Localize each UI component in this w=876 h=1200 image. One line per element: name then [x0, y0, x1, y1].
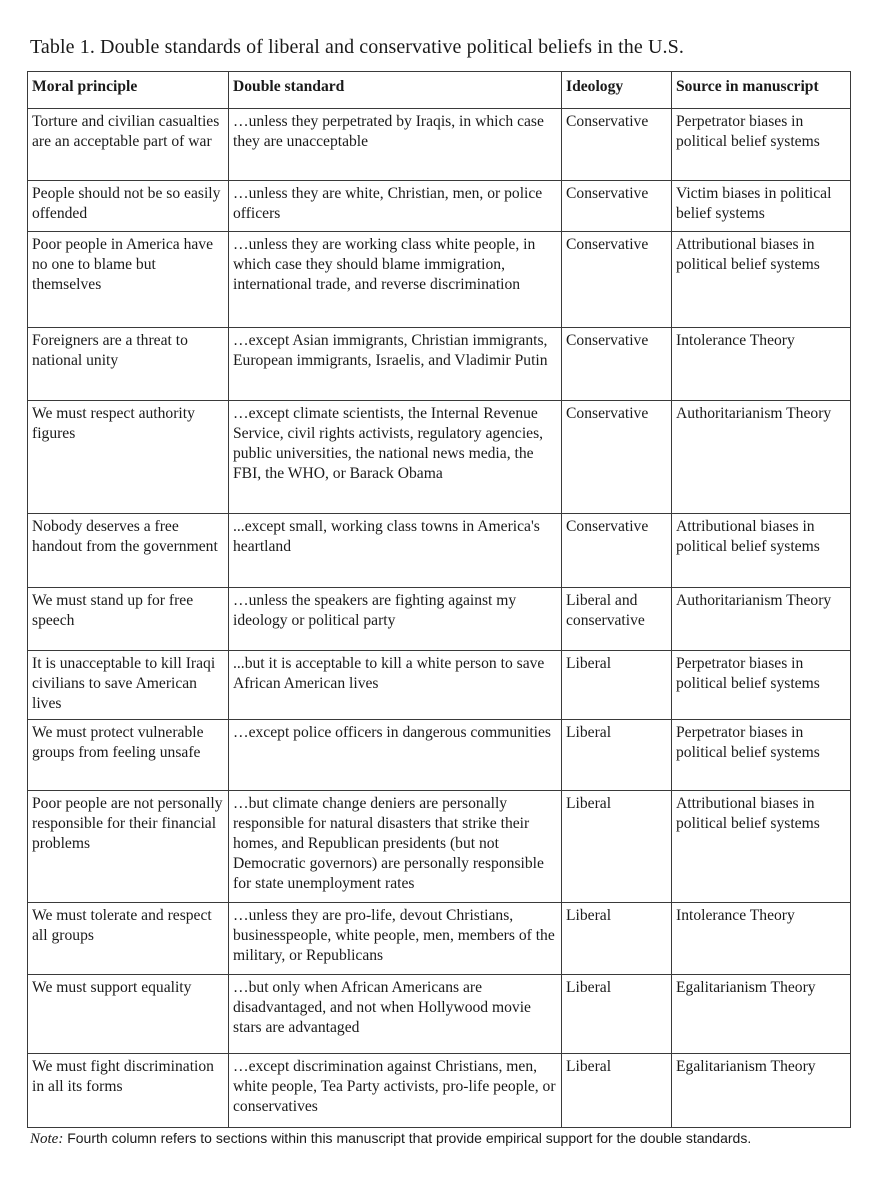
cell-double-standard: …unless the speakers are fighting against my ideology or political party	[229, 588, 562, 651]
header-moral-principle: Moral principle	[28, 72, 229, 109]
cell-source: Attributional biases in political belief systems	[672, 791, 851, 903]
cell-double-standard: …unless they perpetrated by Iraqis, in which case they are unacceptable	[229, 109, 562, 181]
cell-double-standard: …except climate scientists, the Internal Revenue Service, civil rights activists, regulatory agencies, public universities, the national news media, the FBI, the WHO, or Barack Obama	[229, 401, 562, 514]
cell-source: Authoritarianism Theory	[672, 401, 851, 514]
table-row	[28, 1054, 851, 1128]
header-ideology: Ideology	[562, 72, 672, 109]
cell-moral-principle: We must support equality	[28, 975, 229, 1054]
cell-moral-principle: We must stand up for free speech	[28, 588, 229, 651]
cell-double-standard: …unless they are working class white people, in which case they should blame immigration, international trade, and reverse discrimination	[229, 232, 562, 328]
cell-double-standard: …unless they are pro-life, devout Christians, businesspeople, white people, men, members of the military, or Republicans	[229, 903, 562, 975]
table-row	[28, 232, 851, 328]
cell-double-standard: …but only when African Americans are disadvantaged, and not when Hollywood movie stars are advantaged	[229, 975, 562, 1054]
cell-ideology: Liberal	[562, 651, 672, 720]
cell-moral-principle: We must tolerate and respect all groups	[28, 903, 229, 975]
header-double-standard: Double standard	[229, 72, 562, 109]
cell-source: Victim biases in political belief systems	[672, 181, 851, 232]
cell-source: Attributional biases in political belief systems	[672, 514, 851, 588]
cell-source: Perpetrator biases in political belief systems	[672, 651, 851, 720]
cell-source: Perpetrator biases in political belief systems	[672, 720, 851, 791]
cell-source: Intolerance Theory	[672, 328, 851, 401]
cell-ideology: Conservative	[562, 181, 672, 232]
header-row	[28, 72, 851, 109]
cell-ideology: Conservative	[562, 328, 672, 401]
cell-moral-principle: We must respect authority figures	[28, 401, 229, 514]
table-row	[28, 328, 851, 401]
cell-source: Attributional biases in political belief systems	[672, 232, 851, 328]
note-text: Fourth column refers to sections within this manuscript that provide empirical support for the double standards.	[63, 1130, 752, 1146]
cell-moral-principle: We must fight discrimination in all its forms	[28, 1054, 229, 1128]
table-row	[28, 651, 851, 720]
cell-source: Perpetrator biases in political belief systems	[672, 109, 851, 181]
cell-source: Intolerance Theory	[672, 903, 851, 975]
cell-moral-principle: We must protect vulnerable groups from feeling unsafe	[28, 720, 229, 791]
table-row	[28, 514, 851, 588]
cell-source: Authoritarianism Theory	[672, 588, 851, 651]
cell-moral-principle: It is unacceptable to kill Iraqi civilians to save American lives	[28, 651, 229, 720]
cell-ideology: Liberal	[562, 791, 672, 903]
cell-moral-principle: Nobody deserves a free handout from the government	[28, 514, 229, 588]
cell-ideology: Liberal	[562, 975, 672, 1054]
cell-double-standard: …unless they are white, Christian, men, or police officers	[229, 181, 562, 232]
cell-double-standard: ...but it is acceptable to kill a white person to save African American lives	[229, 651, 562, 720]
table-row	[28, 975, 851, 1054]
table-caption: Table 1. Double standards of liberal and conservative political beliefs in the U.S.	[30, 36, 684, 58]
cell-ideology: Conservative	[562, 109, 672, 181]
table-row	[28, 109, 851, 181]
cell-double-standard: …except police officers in dangerous communities	[229, 720, 562, 791]
table-note	[30, 1129, 830, 1149]
cell-double-standard: …except Asian immigrants, Christian immigrants, European immigrants, Israelis, and Vladimir Putin	[229, 328, 562, 401]
cell-ideology: Liberal	[562, 903, 672, 975]
cell-ideology: Liberal and conservative	[562, 588, 672, 651]
cell-ideology: Conservative	[562, 232, 672, 328]
table-row	[28, 720, 851, 791]
cell-double-standard: …except discrimination against Christians, men, white people, Tea Party activists, pro-life people, or conservatives	[229, 1054, 562, 1128]
cell-moral-principle: People should not be so easily offended	[28, 181, 229, 232]
cell-ideology: Conservative	[562, 401, 672, 514]
double-standards-table	[27, 71, 851, 1128]
table-row	[28, 903, 851, 975]
cell-source: Egalitarianism Theory	[672, 975, 851, 1054]
cell-moral-principle: Foreigners are a threat to national unity	[28, 328, 229, 401]
cell-moral-principle: Torture and civilian casualties are an acceptable part of war	[28, 109, 229, 181]
table-row	[28, 791, 851, 903]
cell-double-standard: …but climate change deniers are personally responsible for natural disasters that strike their homes, and Republican presidents (but not Democratic governors) are personally responsible for state unemployment rates	[229, 791, 562, 903]
cell-ideology: Liberal	[562, 720, 672, 791]
cell-source: Egalitarianism Theory	[672, 1054, 851, 1128]
cell-double-standard: ...except small, working class towns in America's heartland	[229, 514, 562, 588]
note-label: Note:	[30, 1131, 64, 1147]
cell-moral-principle: Poor people in America have no one to blame but themselves	[28, 232, 229, 328]
header-source: Source in manuscript	[672, 72, 851, 109]
cell-moral-principle: Poor people are not personally responsible for their financial problems	[28, 791, 229, 903]
cell-ideology: Conservative	[562, 514, 672, 588]
cell-ideology: Liberal	[562, 1054, 672, 1128]
table-row	[28, 588, 851, 651]
table-row	[28, 401, 851, 514]
table-row	[28, 181, 851, 232]
